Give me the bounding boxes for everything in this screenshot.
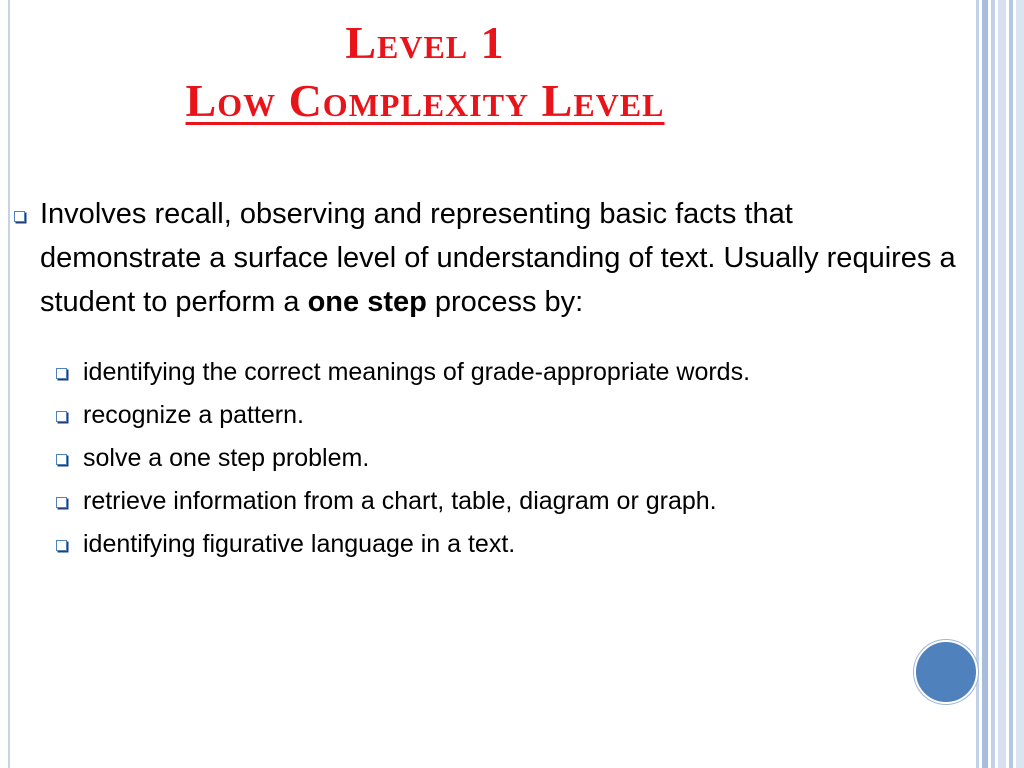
- sub-bullet-text: solve a one step problem.: [83, 444, 370, 472]
- main-bullet-bold-text: one step: [307, 286, 427, 318]
- title-line-1: Level 1: [345, 17, 505, 68]
- square-bullet-icon: [56, 497, 67, 508]
- sub-bullet-item: [50, 526, 960, 563]
- main-bullet-text-after: process by:: [426, 286, 584, 318]
- right-stripe: [1009, 0, 1013, 768]
- slide-body: [10, 192, 960, 569]
- main-bullet-item: [10, 192, 960, 324]
- sub-bullet-text: recognize a pattern.: [83, 401, 304, 429]
- right-stripe: [1016, 0, 1024, 768]
- sub-bullet-text: retrieve information from a chart, table, diagram or graph.: [83, 487, 717, 515]
- sub-bullet-text: identifying figurative language in a text.: [83, 530, 516, 558]
- sub-bullet-item: [50, 483, 960, 520]
- right-stripe: [982, 0, 988, 768]
- right-stripe: [976, 0, 979, 768]
- square-bullet-icon: [56, 411, 67, 422]
- right-stripe: [991, 0, 995, 768]
- slide-title: [0, 14, 850, 130]
- sub-bullet-list: [10, 354, 960, 563]
- main-bullet-text-before: Involves recall, observing and representing basic facts that demonstrate a surface level of understanding of text. Usually requires a student to perform a: [40, 198, 956, 318]
- sub-bullet-item: [50, 354, 960, 391]
- right-stripe: [998, 0, 1006, 768]
- title-line-2: Low Complexity Level: [185, 75, 665, 126]
- square-bullet-icon: [56, 540, 67, 551]
- square-bullet-icon: [14, 211, 25, 222]
- circle-decoration: [914, 640, 978, 704]
- sub-bullet-item: [50, 397, 960, 434]
- sub-bullet-item: [50, 440, 960, 477]
- square-bullet-icon: [56, 454, 67, 465]
- square-bullet-icon: [56, 368, 67, 379]
- sub-bullet-text: identifying the correct meanings of grade-appropriate words.: [83, 358, 751, 386]
